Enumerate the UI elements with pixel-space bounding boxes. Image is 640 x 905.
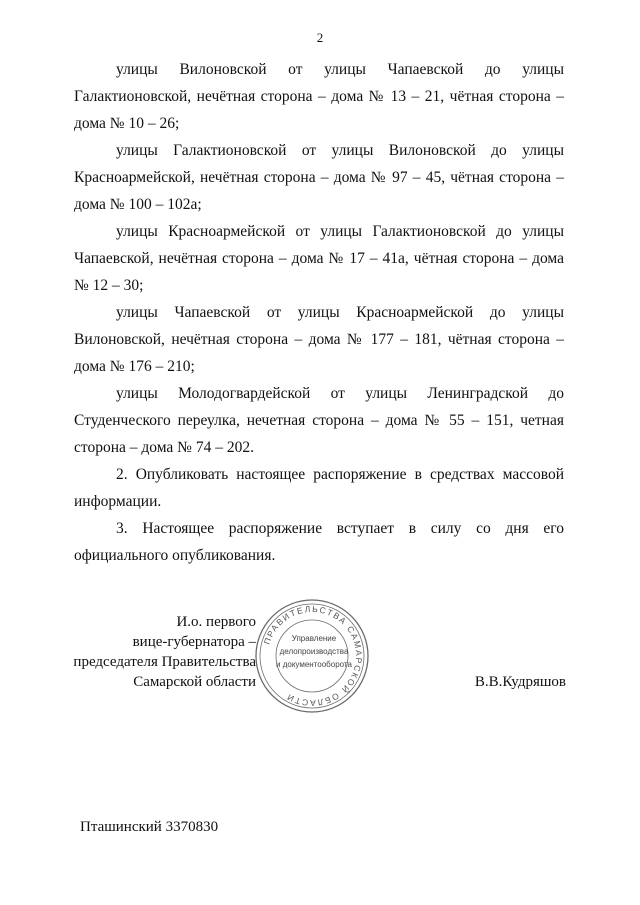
signer-title-line: председателя Правительства xyxy=(73,654,256,670)
executor-contact: Пташинский 3370830 xyxy=(80,819,219,835)
page-number: 2 xyxy=(316,30,324,45)
paragraph-molodogvardeyskaya: улицы Молодогвардейской от улицы Ленинградской до Студенческого переулка, нечетная сторона – дома № 55 – 151, четная сторона – дома № 74 – 202. xyxy=(74,385,564,456)
paragraph-effective: 3. Настоящее распоряжение вступает в силу со дня его официального опубликования. xyxy=(74,520,564,564)
signer-name: В.В.Кудряшов xyxy=(474,674,566,690)
paragraph-galaktionovskaya: улицы Галактионовской от улицы Вилоновской до улицы Красноармейской, нечётная сторона – дома № 97 – 45, чётная сторона – дома № 100 – 102а; xyxy=(74,142,564,213)
signer-title xyxy=(73,612,256,692)
paragraph-krasnoarmeyskaya: улицы Красноармейской от улицы Галактионовской до улицы Чапаевской, нечётная сторона – дома № 17 – 41а, чётная сторона – дома № 12 – 30; xyxy=(74,223,564,294)
stamp-inner-line: и документооборота xyxy=(276,660,352,669)
document-body xyxy=(74,56,564,569)
paragraph-vilonovskaya: улицы Вилоновской от улицы Чапаевской до улицы Галактионовской, нечётная сторона – дома № 13 – 21, чётная сторона – дома № 10 – 26; xyxy=(74,61,564,132)
signer-title-line: И.о. первого xyxy=(176,614,256,630)
signature-block xyxy=(73,612,566,712)
signer-title-line: вице-губернатора – xyxy=(132,634,256,650)
paragraph-publish: 2. Опубликовать настоящее распоряжение в средствах массовой информации. xyxy=(74,466,564,510)
paragraph-chapaevskaya: улицы Чапаевской от улицы Красноармейской до улицы Вилоновской, нечётная сторона – дома № 177 – 181, чётная сторона – дома № 176 – 210; xyxy=(74,304,564,375)
signer-title-line: Самарской области xyxy=(133,674,256,690)
stamp-inner-line: Управление xyxy=(291,634,337,643)
stamp-ring-textpath: ПРАВИТЕЛЬСТВА САМАРСКОЙ ОБЛАСТИ xyxy=(261,603,365,709)
stamp-inner-line: делопроизводства xyxy=(279,647,349,656)
